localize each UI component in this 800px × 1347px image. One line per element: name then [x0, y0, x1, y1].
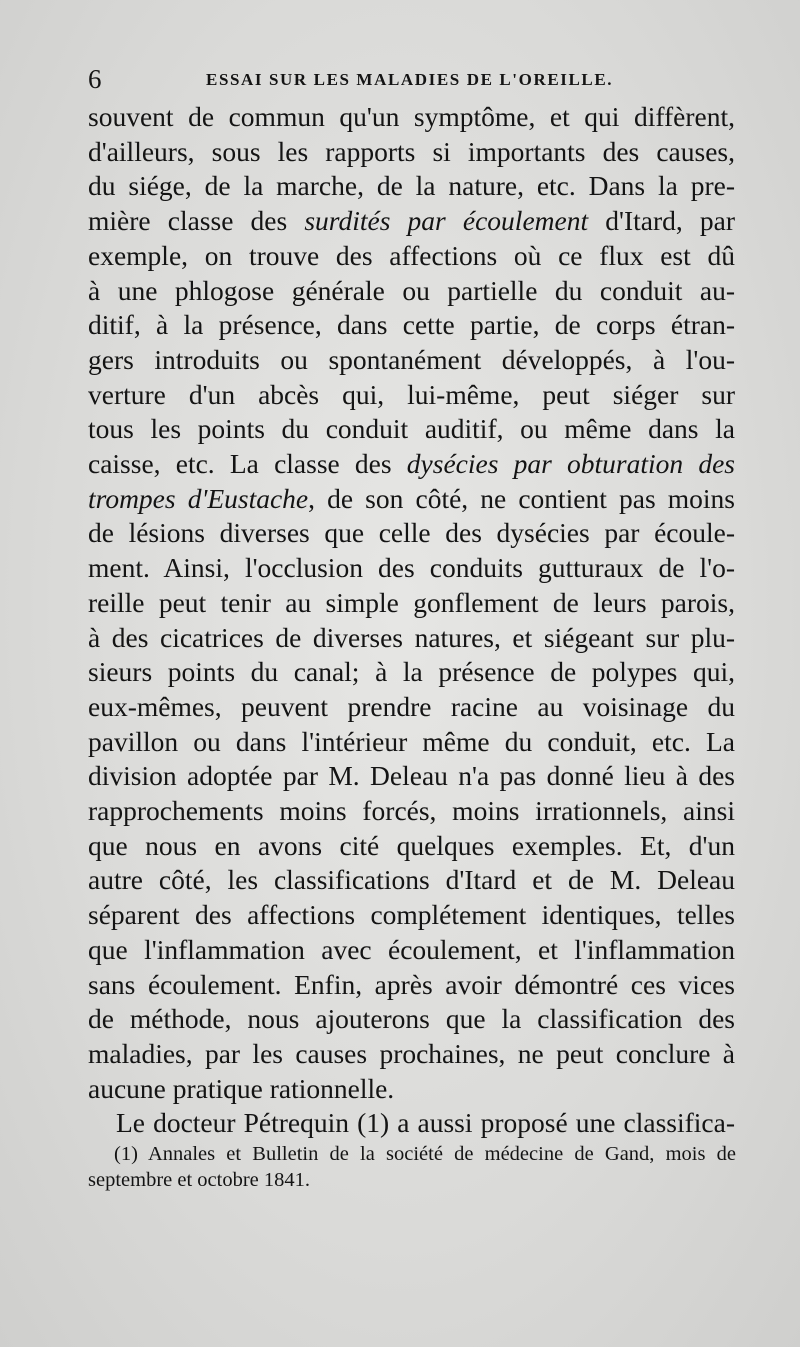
text-line: souvent de commun qu'un symptôme, et qui diffèrent,	[88, 101, 735, 132]
text-line: que nous en avons cité quelques exemples. Et, d'un	[88, 829, 735, 861]
text-line: sans écoulement. Enfin, après avoir démontré ces vices	[88, 968, 735, 1000]
text-line: à une phlogose générale ou partielle du conduit au-	[88, 274, 735, 306]
text-line: division adoptée par M. Deleau n'a pas donné lieu à des	[88, 760, 735, 792]
running-head: ESSAI SUR LES MALADIES DE L'OREILLE.	[206, 70, 614, 89]
text-line: ment. Ainsi, l'occlusion des conduits gutturaux de l'o-	[88, 552, 735, 584]
text-line: caisse, etc. La classe des dysécies par obturation des	[88, 448, 735, 480]
text-line: séparent des affections complétement identiques, telles	[88, 899, 735, 931]
text-line: que l'inflammation avec écoulement, et l'inflammation	[88, 933, 735, 965]
text-line: reille peut tenir au simple gonflement de leurs parois,	[88, 586, 735, 618]
body-text	[88, 100, 735, 1141]
footnote-line: septembre et octobre 1841.	[88, 1169, 311, 1191]
page-header	[88, 62, 728, 96]
text-line: verture d'un abcès qui, lui-même, peut siéger sur	[88, 378, 735, 410]
text-line: autre côté, les classifications d'Itard et de M. Deleau	[88, 864, 735, 896]
text-line: exemple, on trouve des affections où ce flux est dû	[88, 239, 735, 271]
text-line: eux-mêmes, peuvent prendre racine au voisinage du	[88, 690, 735, 722]
text-line: de lésions diverses que celle des dysécies par écoule-	[88, 517, 735, 549]
text-line: tous les points du conduit auditif, ou même dans la	[88, 413, 735, 445]
text-line: du siége, de la marche, de la nature, etc. Dans la pre-	[88, 170, 735, 202]
text-line: mière classe des surdités par écoulement d'Itard, par	[88, 205, 735, 237]
text-line: de méthode, nous ajouterons que la classification des	[88, 1003, 735, 1035]
footnote	[88, 1141, 736, 1193]
text-line: aucune pratique rationnelle.	[88, 1072, 395, 1104]
text-line: gers introduits ou spontanément développés, à l'ou-	[88, 343, 735, 375]
text-line: trompes d'Eustache, de son côté, ne contient pas moins	[88, 482, 736, 514]
text-line: pavillon ou dans l'intérieur même du conduit, etc. La	[88, 725, 735, 757]
text-line: ditif, à la présence, dans cette partie, de corps étran-	[88, 309, 735, 341]
footnote-line: (1) Annales et Bulletin de la société de médecine de Gand, mois de	[114, 1143, 736, 1165]
text-line: maladies, par les causes prochaines, ne peut conclure à	[88, 1037, 735, 1069]
text-line: à des cicatrices de diverses natures, et siégeant sur plu-	[88, 621, 735, 653]
text-line: rapprochements moins forcés, moins irrationnels, ainsi	[88, 795, 735, 827]
text-line: Le docteur Pétrequin (1) a aussi proposé une classifica-	[116, 1107, 735, 1139]
text-line: sieurs points du canal; à la présence de polypes qui,	[88, 656, 735, 688]
page-number: 6	[88, 64, 102, 94]
text-line: d'ailleurs, sous les rapports si importants des causes,	[88, 135, 735, 167]
